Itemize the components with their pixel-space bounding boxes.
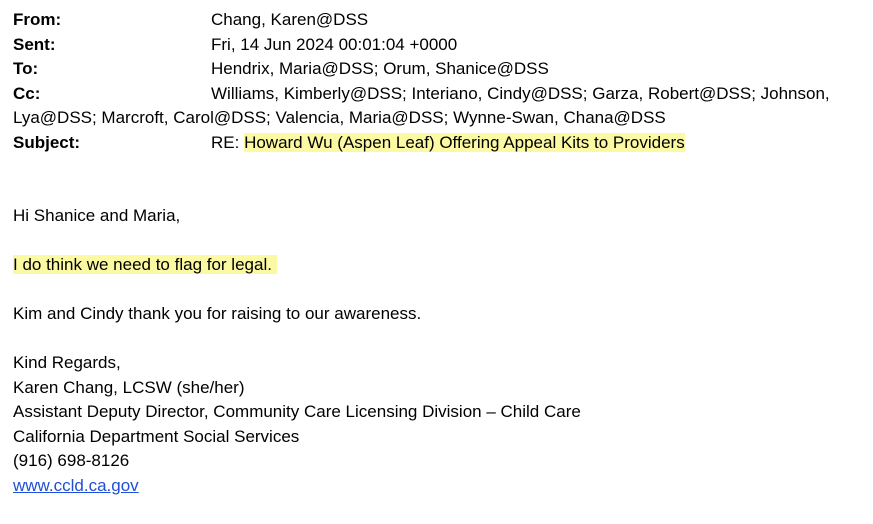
to-value: Hendrix, Maria@DSS; Orum, Shanice@DSS — [211, 59, 549, 78]
from-label: From: — [13, 10, 62, 29]
from-row — [13, 8, 863, 33]
cc-row — [13, 82, 863, 131]
from-value: Chang, Karen@DSS — [211, 10, 369, 29]
subject-row — [13, 131, 863, 156]
to-row — [13, 57, 863, 82]
sent-value: Fri, 14 Jun 2024 00:01:04 +0000 — [211, 34, 458, 54]
email-message — [13, 8, 863, 498]
greeting: Hi Shanice and Maria, — [13, 206, 181, 225]
signature-phone: (916) 698-8126 — [13, 451, 130, 470]
signature-name: Karen Chang, LCSW (she/her) — [13, 377, 245, 397]
website-link[interactable]: www.ccld.ca.gov — [13, 475, 139, 495]
highlighted-text: I do think we need to flag for legal. — [13, 255, 277, 274]
to-label: To: — [13, 59, 39, 78]
thanks-line: Kim and Cindy thank you for raising to our awareness. — [13, 304, 422, 323]
flag-legal-line — [13, 253, 863, 278]
subject-prefix: RE: — [211, 132, 245, 152]
signature-title: Assistant Deputy Director, Community Care Licensing Division – Child Care — [13, 402, 581, 421]
subject-label: Subject: — [13, 132, 81, 152]
sent-row — [13, 33, 863, 58]
cc-value: Williams, Kimberly@DSS; Interiano, Cindy@DSS; Garza, Robert@DSS; Johnson, — [211, 83, 830, 103]
signature-closing: Kind Regards, — [13, 353, 121, 372]
signature-block — [13, 351, 863, 498]
sent-label: Sent: — [13, 34, 56, 54]
cc-value-continued: Lya@DSS; Marcroft, Carol@DSS; Valencia, Maria@DSS; Wynne-Swan, Chana@DSS — [13, 108, 666, 127]
subject-text-highlighted: Howard Wu (Aspen Leaf) Offering Appeal Kits to Providers — [244, 132, 685, 152]
cc-label: Cc: — [13, 83, 41, 103]
signature-org: California Department Social Services — [13, 426, 300, 446]
subject-value — [211, 131, 863, 156]
email-body — [13, 204, 863, 498]
